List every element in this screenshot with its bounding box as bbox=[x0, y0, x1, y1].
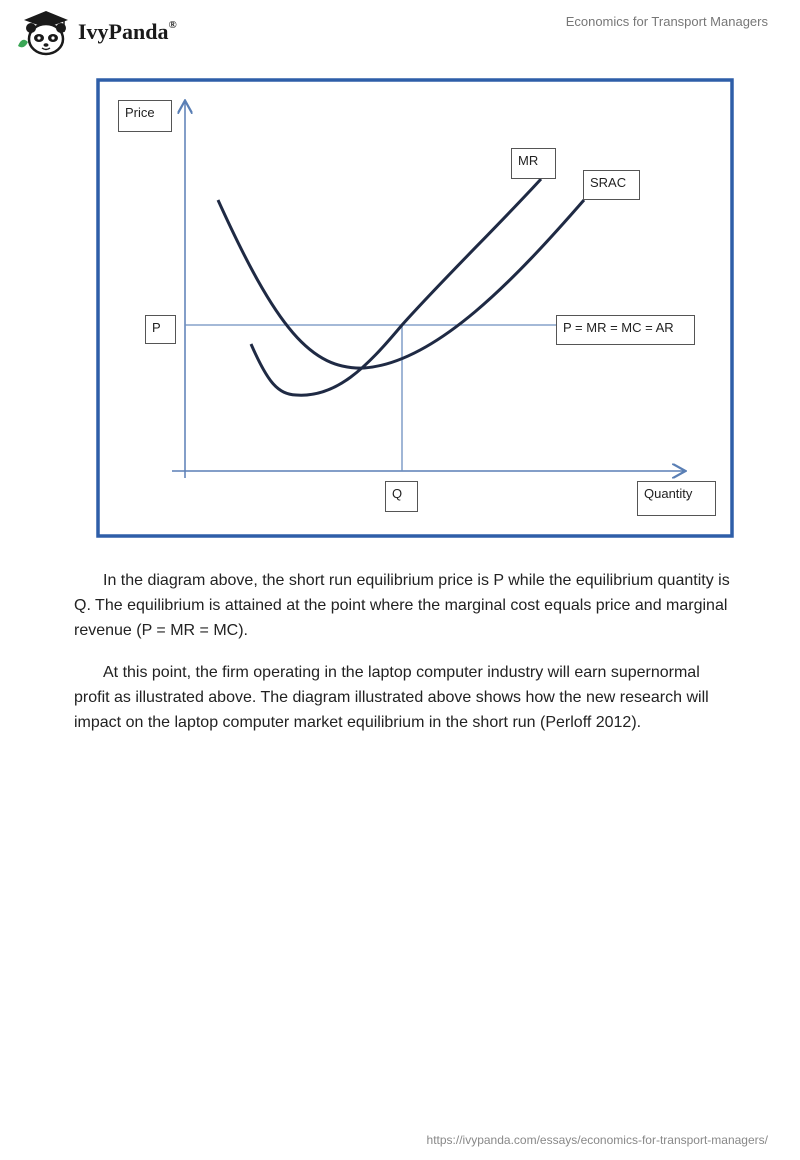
paragraph-2: At this point, the firm operating in the laptop computer industry will earn supernormal profit as illustrated above. The diagram illustrated above shows how the new research will impact on the laptop computer market equilibrium in the short run (Perloff 2012). bbox=[74, 664, 709, 731]
panda-logo-icon bbox=[16, 8, 74, 58]
diagram-canvas bbox=[96, 78, 734, 538]
price-label: P bbox=[145, 315, 176, 344]
equilibrium-line-label: P = MR = MC = AR bbox=[556, 315, 695, 345]
brand-name: IvyPanda® bbox=[78, 18, 177, 44]
source-url-link[interactable]: https://ivypanda.com/essays/economics-for-transport-managers/ bbox=[426, 1133, 768, 1147]
mr-label: MR bbox=[511, 148, 556, 179]
quantity-label: Q bbox=[385, 481, 418, 512]
economics-diagram bbox=[96, 78, 734, 538]
x-axis-label: Quantity bbox=[637, 481, 716, 516]
srac-label: SRAC bbox=[583, 170, 640, 200]
y-axis-label: Price bbox=[118, 100, 172, 132]
paragraph-1: In the diagram above, the short run equilibrium price is P while the equilibrium quantity is Q. The equilibrium is attained at the point where the marginal cost equals price and marginal revenue (P = MR = MC). bbox=[74, 572, 730, 639]
ivypanda-logo[interactable] bbox=[16, 8, 256, 58]
document-title: Economics for Transport Managers bbox=[565, 14, 768, 29]
diagram-frame bbox=[98, 80, 732, 536]
